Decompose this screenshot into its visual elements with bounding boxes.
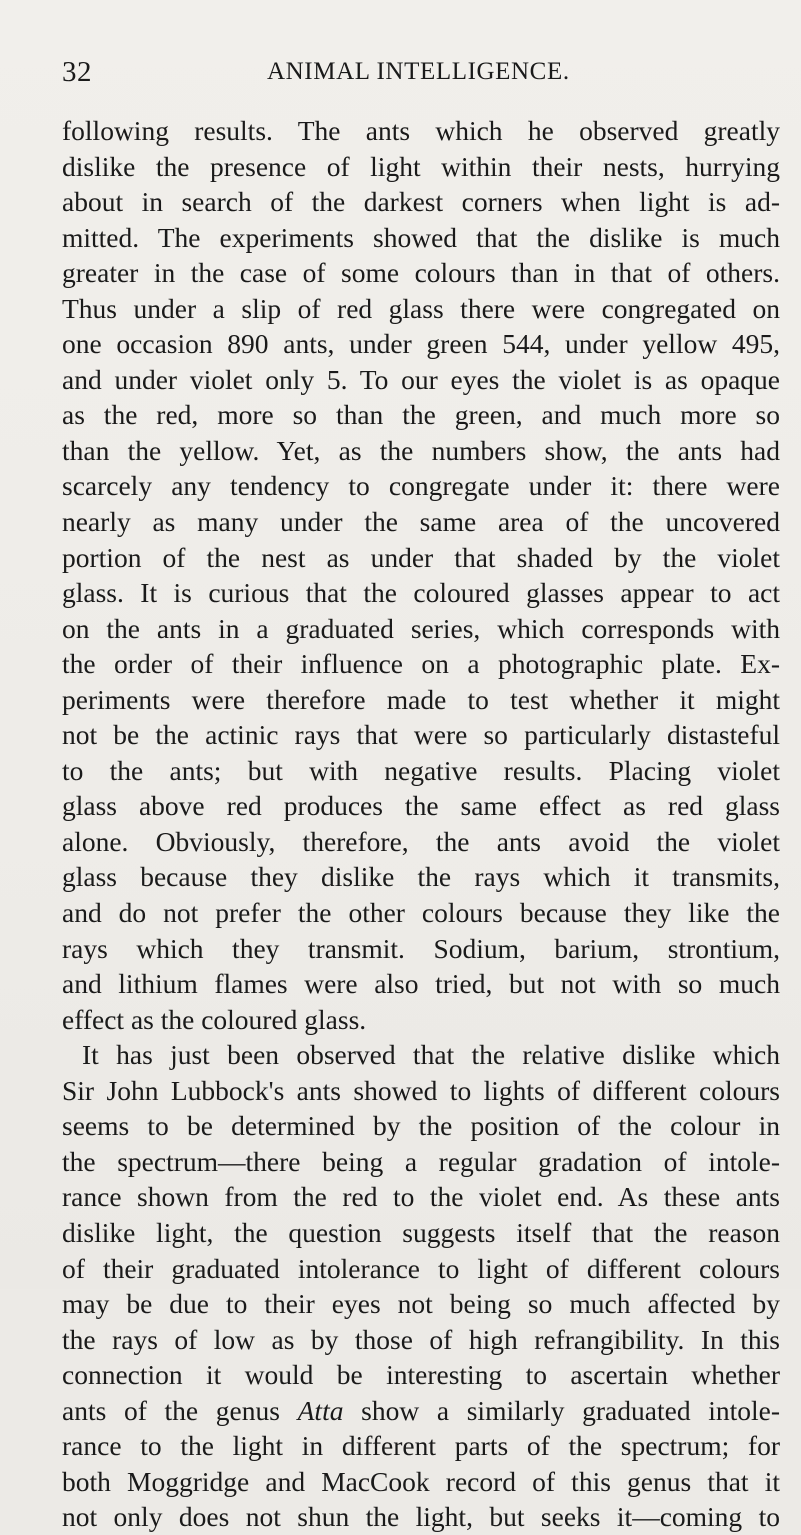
text-line: the rays of low as by those of high refrangibility. In this (62, 1323, 780, 1355)
text-line: rance to the light in different parts of the spectrum; for (62, 1430, 780, 1462)
body-text (62, 113, 780, 1535)
text-line: and do not prefer the other colours because they like the (62, 897, 780, 929)
text-line: the spectrum—there being a regular gradation of intole- (62, 1145, 780, 1177)
text-line: both Moggridge and MacCook record of this genus that it (62, 1465, 780, 1497)
text-line-paragraph-end: effect as the coloured glass. (62, 1003, 367, 1035)
text-line-with-italic (62, 1393, 780, 1429)
text-line: greater in the case of some colours than in that of others. (62, 257, 780, 289)
text-line: alone. Obviously, therefore, the ants avoid the violet (62, 825, 780, 857)
text-line: not be the actinic rays that were so particularly distasteful (62, 719, 780, 751)
text-line: and lithium flames were also tried, but not with so much (62, 968, 780, 1000)
text-line: the order of their influence on a photographic plate. Ex- (62, 648, 780, 680)
text-line: mitted. The experiments showed that the dislike is much (62, 221, 780, 253)
text-line: glass because they dislike the rays which it transmits, (62, 861, 780, 893)
text-line: portion of the nest as under that shaded by the violet (62, 541, 780, 573)
text-line: one occasion 890 ants, under green 544, under yellow 495, (62, 328, 780, 360)
text-line: nearly as many under the same area of the uncovered (62, 506, 780, 538)
running-title: ANIMAL INTELLIGENCE. (267, 58, 570, 85)
text-line: not only does not shun the light, but seeks it—coming to (62, 1501, 780, 1533)
text-fragment: show a similarly graduated intole- (361, 1394, 781, 1426)
text-fragment: ants of the genus (62, 1394, 280, 1426)
text-line: connection it would be interesting to ascertain whether (62, 1359, 780, 1391)
text-line: seems to be determined by the position of the colour in (62, 1110, 780, 1142)
running-head (62, 56, 761, 96)
text-line: rance shown from the red to the violet end. As these ants (62, 1181, 780, 1213)
text-line: to the ants; but with negative results. Placing violet (62, 754, 780, 786)
text-line: of their graduated intolerance to light of different colours (62, 1252, 780, 1284)
text-line: glass above red produces the same effect as red glass (62, 790, 780, 822)
text-line: dislike the presence of light within their nests, hurrying (62, 150, 780, 182)
text-line-paragraph-start: It has just been observed that the relative dislike which (82, 1039, 780, 1071)
text-line: on the ants in a graduated series, which corresponds with (62, 612, 780, 644)
text-line: following results. The ants which he observed greatly (62, 115, 780, 146)
text-line: Thus under a slip of red glass there were congregated on (62, 292, 780, 324)
text-line: and under violet only 5. To our eyes the violet is as opaque (62, 363, 780, 395)
text-line: periments were therefore made to test whether it might (62, 683, 780, 715)
text-line: about in search of the darkest corners when light is ad- (62, 186, 780, 218)
text-line: as the red, more so than the green, and much more so (62, 399, 780, 431)
text-line: scarcely any tendency to congregate under it: there were (62, 470, 780, 502)
text-line: rays which they transmit. Sodium, barium, strontium, (62, 932, 780, 964)
text-line: may be due to their eyes not being so much affected by (62, 1288, 780, 1320)
italic-genus-name: Atta (297, 1394, 344, 1426)
text-line: than the yellow. Yet, as the numbers show, the ants had (62, 434, 780, 466)
text-line: dislike light, the question suggests itself that the reason (62, 1216, 780, 1248)
page-number: 32 (62, 56, 92, 88)
text-line: Sir John Lubbock's ants showed to lights of different colours (62, 1074, 780, 1106)
text-line: glass. It is curious that the coloured glasses appear to act (62, 577, 780, 609)
